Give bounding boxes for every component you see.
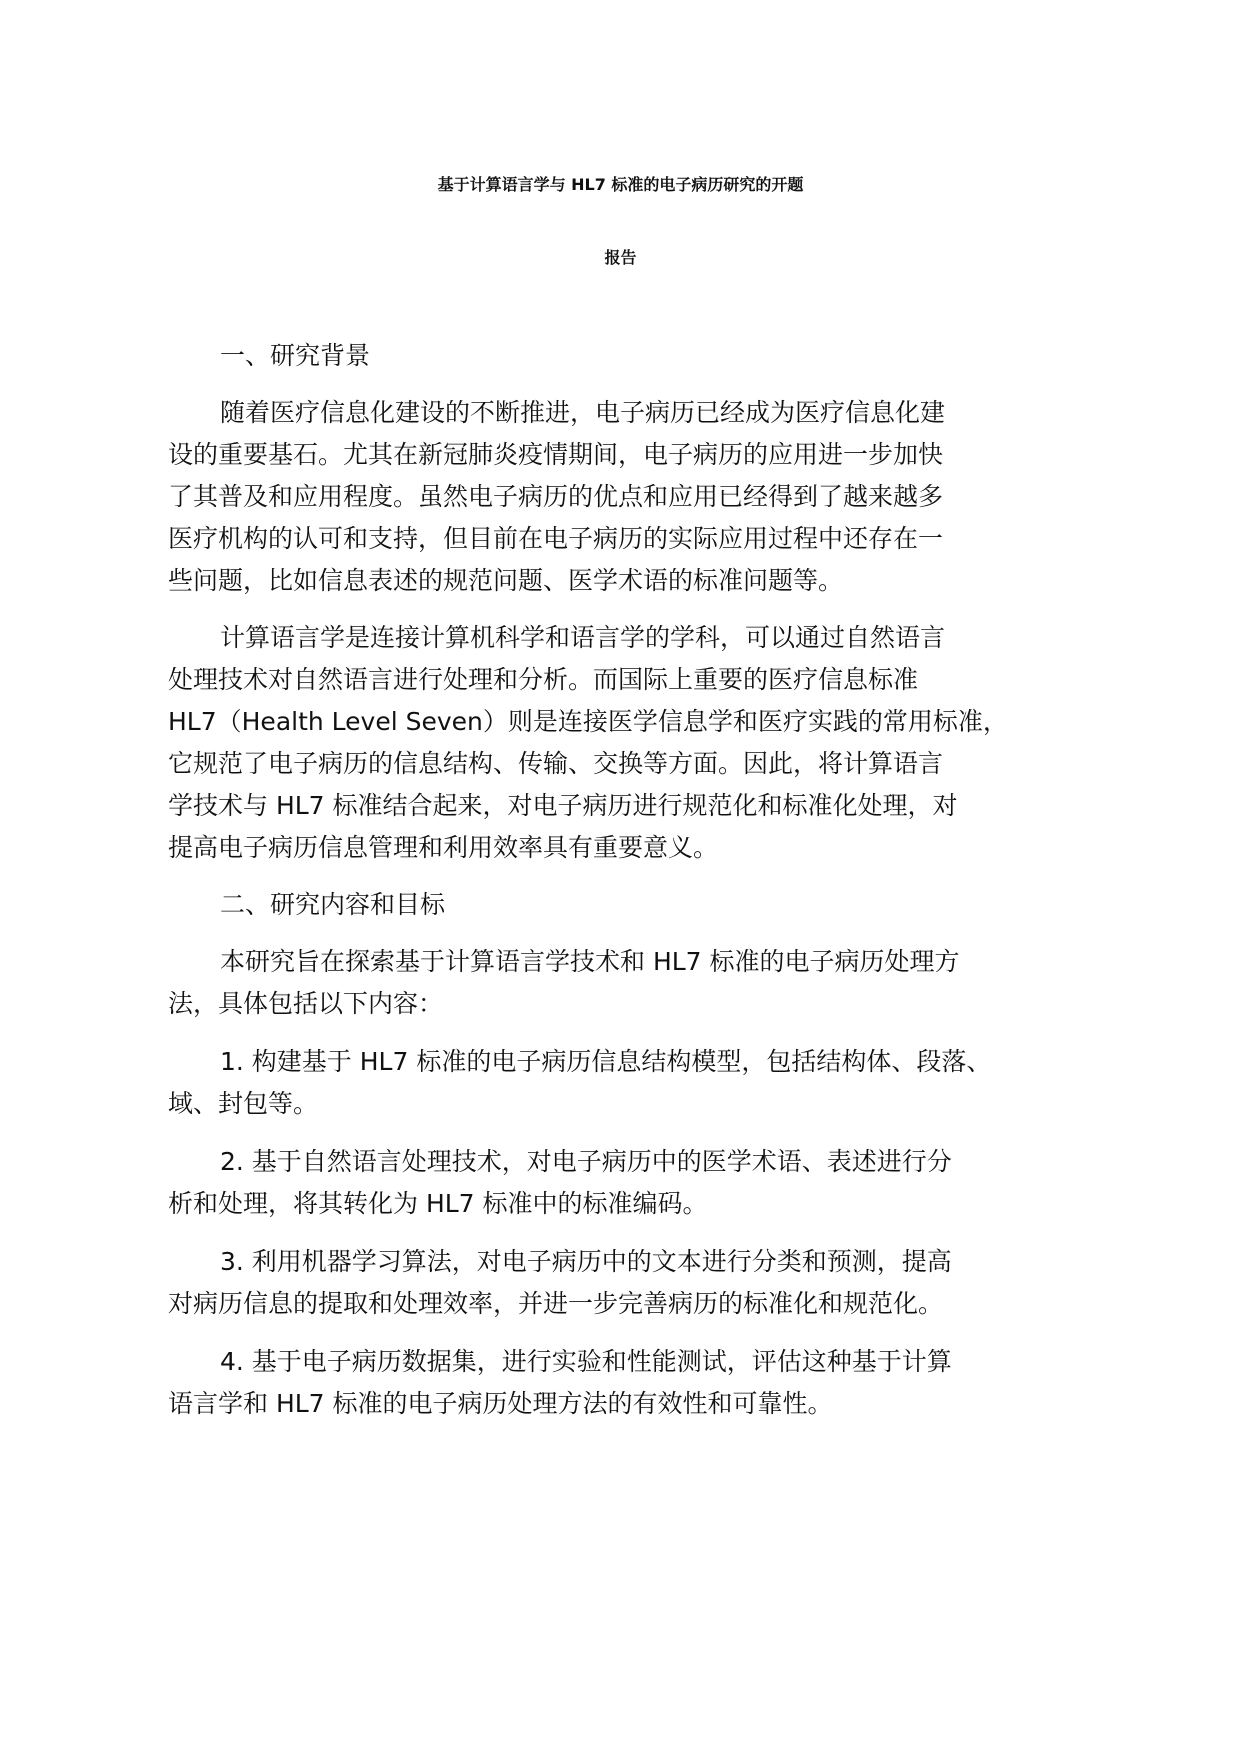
list-item-line: 语言学和 HL7 标准的电子病历处理方法的有效性和可靠性。 [168, 1389, 833, 1418]
paragraph-line: 设的重要基石。尤其在新冠肺炎疫情期间，电子病历的应用进一步加快 [168, 440, 944, 469]
paragraph-line: 随着医疗信息化建设的不断推进，电子病历已经成为医疗信息化建 [220, 398, 946, 427]
list-item-line: 3. 利用机器学习算法，对电子病历中的文本进行分类和预测，提高 [220, 1247, 952, 1276]
document-title-line-1: 基于计算语言学与 HL7 标准的电子病历研究的开题 [437, 175, 804, 194]
list-item-line: 对病历信息的提取和处理效率，并进一步完善病历的标准化和规范化。 [168, 1289, 944, 1318]
list-item-line: 4. 基于电子病历数据集，进行实验和性能测试，评估这种基于计算 [220, 1347, 952, 1376]
section-heading-background: 一、研究背景 [220, 341, 371, 370]
paragraph-line: 提高电子病历信息管理和利用效率具有重要意义。 [168, 833, 719, 862]
section-heading-content-goals: 二、研究内容和目标 [220, 890, 446, 919]
list-item-line: 2. 基于自然语言处理技术，对电子病历中的医学术语、表述进行分 [220, 1147, 952, 1176]
paragraph-line: 法，具体包括以下内容： [168, 989, 444, 1018]
paragraph-line: 它规范了电子病历的信息结构、传输、交换等方面。因此，将计算语言 [168, 749, 944, 778]
paragraph-line: 本研究旨在探索基于计算语言学技术和 HL7 标准的电子病历处理方 [220, 947, 960, 976]
document-title-line-2: 报告 [604, 248, 637, 267]
paragraph-line: 计算语言学是连接计算机科学和语言学的学科，可以通过自然语言 [220, 623, 946, 652]
paragraph-line: 医疗机构的认可和支持，但目前在电子病历的实际应用过程中还存在一 [168, 524, 944, 553]
list-item-line: 析和处理，将其转化为 HL7 标准中的标准编码。 [168, 1189, 708, 1218]
paragraph-line: 些问题，比如信息表述的规范问题、医学术语的标准问题等。 [168, 566, 844, 595]
paragraph-line: HL7（Health Level Seven）则是连接医学信息学和医疗实践的常用标准， [168, 707, 1008, 736]
paragraph-line: 了其普及和应用程度。虽然电子病历的优点和应用已经得到了越来越多 [168, 482, 944, 511]
list-item-line: 1. 构建基于 HL7 标准的电子病历信息结构模型，包括结构体、段落、 [220, 1047, 992, 1076]
paragraph-line: 处理技术对自然语言进行处理和分析。而国际上重要的医疗信息标准 [168, 665, 919, 694]
list-item-line: 域、封包等。 [168, 1089, 319, 1118]
paragraph-line: 学技术与 HL7 标准结合起来，对电子病历进行规范化和标准化处理，对 [168, 791, 958, 820]
